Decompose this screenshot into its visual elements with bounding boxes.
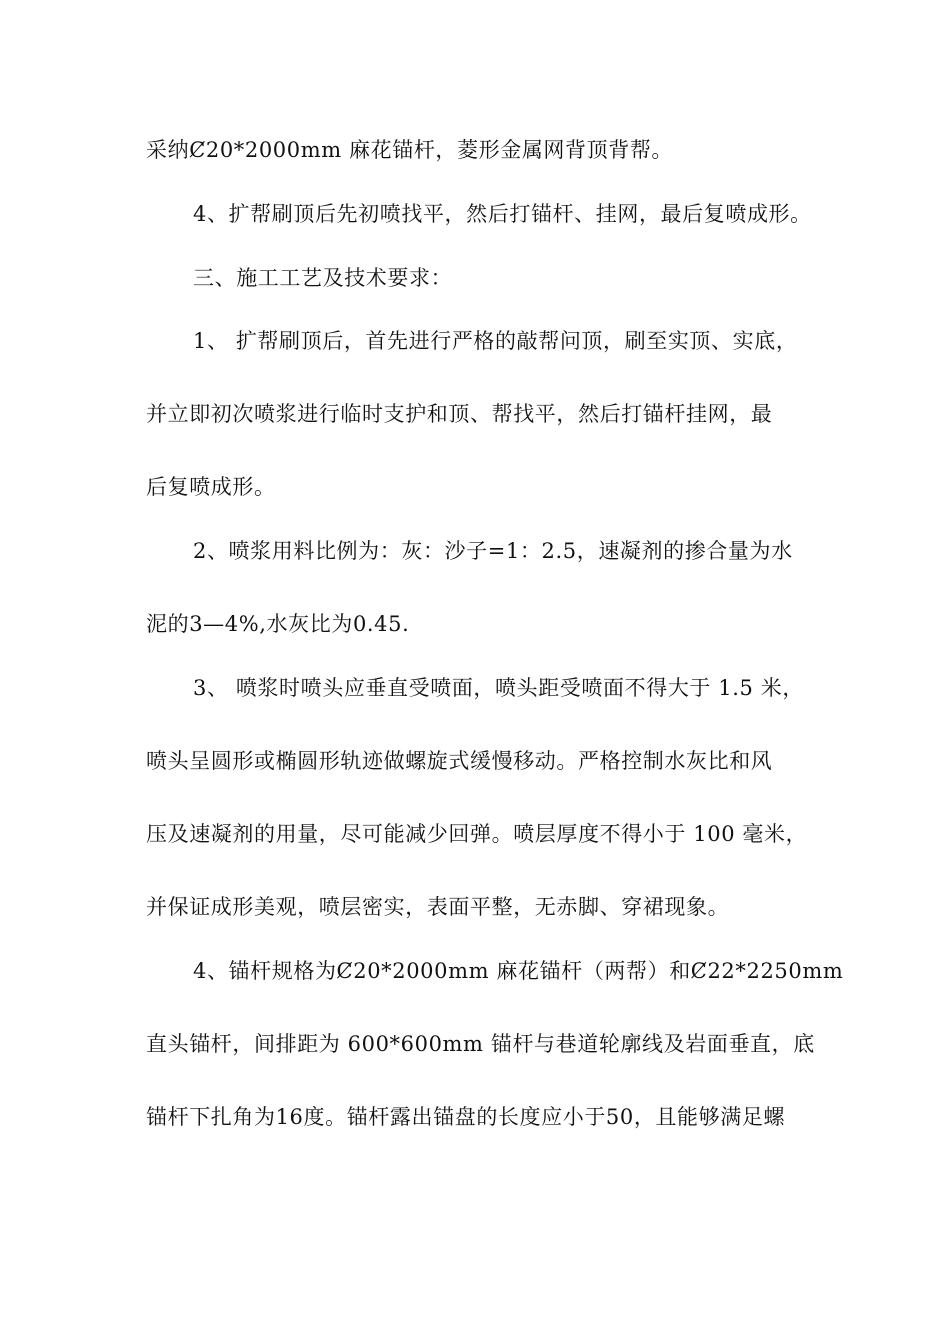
paragraph-line: 喷头呈圆形或椭圆形轨迹做螺旋式缓慢移动。严格控制水灰比和风 — [146, 749, 773, 773]
paragraph-line: 2、喷浆用料比例为：灰：沙子=1：2.5，速凝剂的掺合量为水 — [193, 539, 793, 563]
paragraph-line: 并立即初次喷浆进行临时支护和顶、帮找平，然后打锚杆挂网，最 — [146, 402, 773, 426]
paragraph-line: 泥的3—4%,水灰比为0.45. — [146, 612, 410, 636]
paragraph-line: 锚杆下扎角为16度。锚杆露出锚盘的长度应小于50，且能够满足螺 — [146, 1105, 786, 1129]
paragraph-line: 压及速凝剂的用量，尽可能减少回弹。喷层厚度不得小于 100 毫米， — [146, 822, 808, 846]
paragraph-line: 直头锚杆，间排距为 600*600mm 锚杆与巷道轮廓线及岩面垂直，底 — [146, 1032, 815, 1056]
paragraph-line: 4、锚杆规格为Ȼ20*2000mm 麻花锚杆（两帮）和Ȼ22*2250mm — [193, 959, 844, 983]
paragraph-line: 4、扩帮刷顶后先初喷找平，然后打锚杆、挂网，最后复喷成形。 — [193, 202, 812, 226]
paragraph-line: 3、 喷浆时喷头应垂直受喷面，喷头距受喷面不得大于 1.5 米， — [193, 676, 804, 700]
paragraph-line: 1、 扩帮刷顶后，首先进行严格的敲帮问顶，刷至实顶、实底， — [193, 329, 798, 353]
paragraph-line: 后复喷成形。 — [146, 475, 276, 499]
section-heading: 三、施工工艺及技术要求： — [193, 266, 453, 290]
paragraph-line: 采纳Ȼ20*2000mm 麻花锚杆，菱形金属网背顶背帮。 — [146, 138, 674, 162]
paragraph-line: 并保证成形美观，喷层密实，表面平整，无赤脚、穿裙现象。 — [146, 895, 730, 919]
